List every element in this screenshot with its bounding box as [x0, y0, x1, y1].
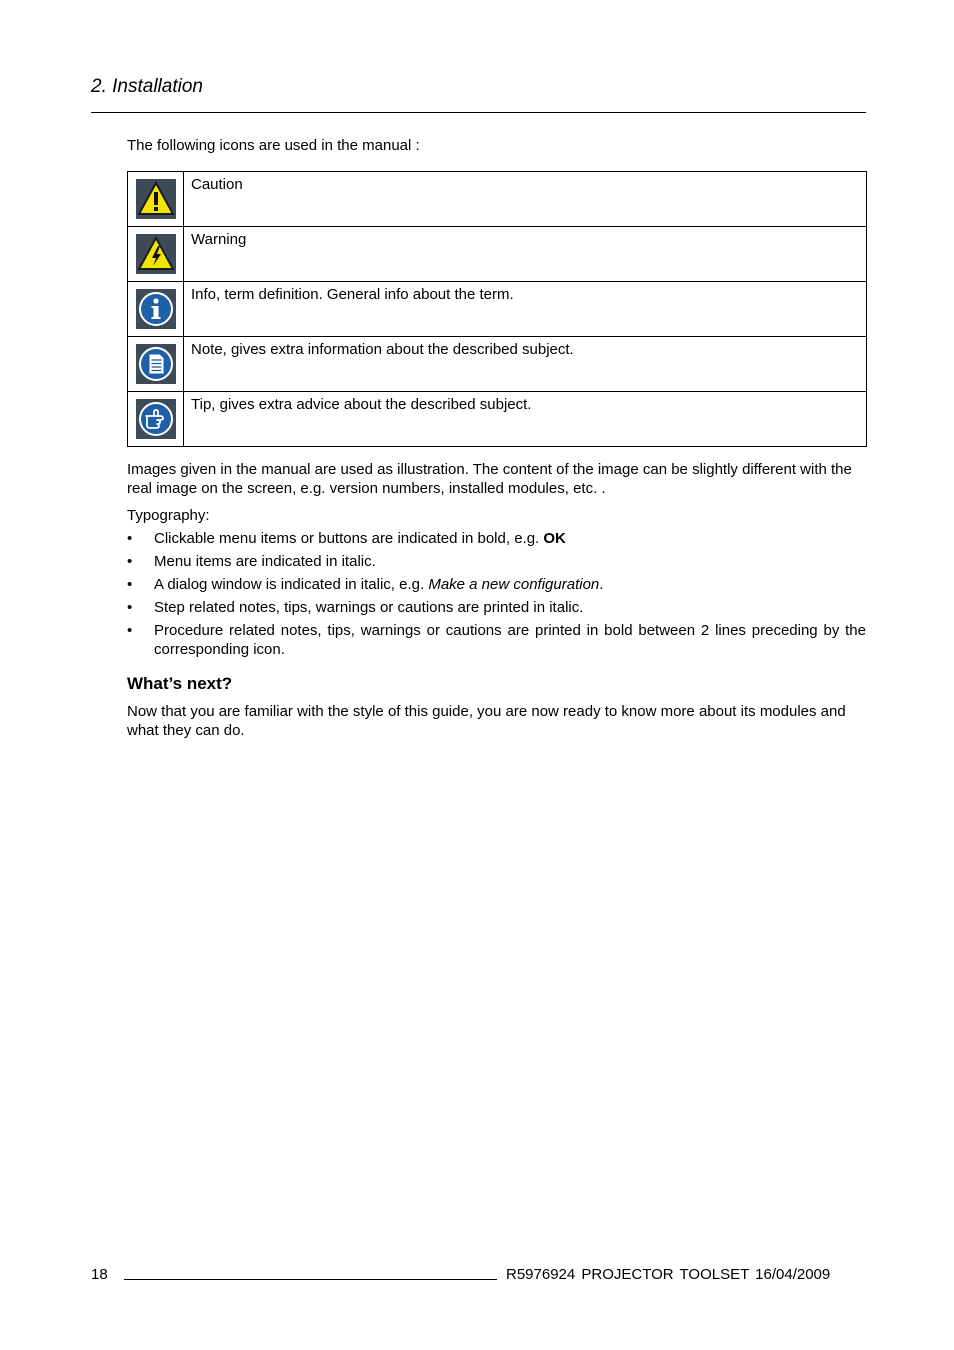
table-row — [128, 392, 867, 447]
legend-label: Tip, gives extra advice about the described subject. — [184, 392, 867, 447]
list-item — [127, 530, 866, 549]
list-item-text: A dialog window is indicated in italic, e.g. — [154, 576, 425, 593]
list-item-suffix: . — [599, 576, 604, 593]
bullet: • — [127, 576, 133, 593]
header-rule — [91, 112, 866, 113]
typography-list — [127, 530, 866, 664]
list-item-text: Step related notes, tips, warnings or cautions are printed in italic. — [154, 599, 584, 616]
list-item-text: Procedure related notes, tips, warnings or cautions are printed in bold between 2 lines preceding by the corresponding icon. — [154, 622, 866, 658]
typography-title: Typography: — [127, 507, 210, 524]
icon-legend-table — [127, 171, 867, 447]
tip-icon — [136, 399, 176, 439]
legend-label: Warning — [184, 227, 867, 282]
info-icon — [136, 289, 176, 329]
list-item-text: Clickable menu items or buttons are indicated in bold, e.g. — [154, 530, 540, 547]
legend-label: Caution — [184, 172, 867, 227]
bullet: • — [127, 530, 133, 547]
page-number: 18 — [91, 1266, 108, 1283]
images-paragraph: Images given in the manual are used as illustration. The content of the image can be slightly different with the real image on the screen, e.g. version numbers, installed modules, etc. . — [127, 461, 852, 497]
table-row — [128, 172, 867, 227]
list-item — [127, 599, 866, 618]
table-row — [128, 227, 867, 282]
list-item-bold-example: OK — [543, 530, 566, 547]
whats-next-heading: What’s next? — [127, 674, 233, 693]
intro-text: The following icons are used in the manual : — [127, 137, 420, 154]
legend-label: Info, term definition. General info about the term. — [184, 282, 867, 337]
table-row — [128, 282, 867, 337]
list-item-text: Menu items are indicated in italic. — [154, 553, 376, 570]
legend-label: Note, gives extra information about the described subject. — [184, 337, 867, 392]
whats-next-text: Now that you are familiar with the style of this guide, you are now ready to know more about its modules and what they can do. — [127, 703, 846, 739]
footer-rule — [124, 1279, 497, 1280]
list-item — [127, 622, 866, 659]
list-item — [127, 576, 866, 595]
list-item — [127, 553, 866, 572]
warning-icon — [136, 234, 176, 274]
note-icon — [136, 344, 176, 384]
footer-document-info: R5976924 PROJECTOR TOOLSET 16/04/2009 — [506, 1266, 831, 1283]
caution-icon — [136, 179, 176, 219]
table-row — [128, 337, 867, 392]
bullet: • — [127, 553, 133, 570]
bullet: • — [127, 599, 133, 616]
list-item-italic-example: Make a new configuration — [428, 576, 600, 593]
bullet: • — [127, 622, 133, 639]
chapter-title: 2. Installation — [91, 76, 203, 97]
